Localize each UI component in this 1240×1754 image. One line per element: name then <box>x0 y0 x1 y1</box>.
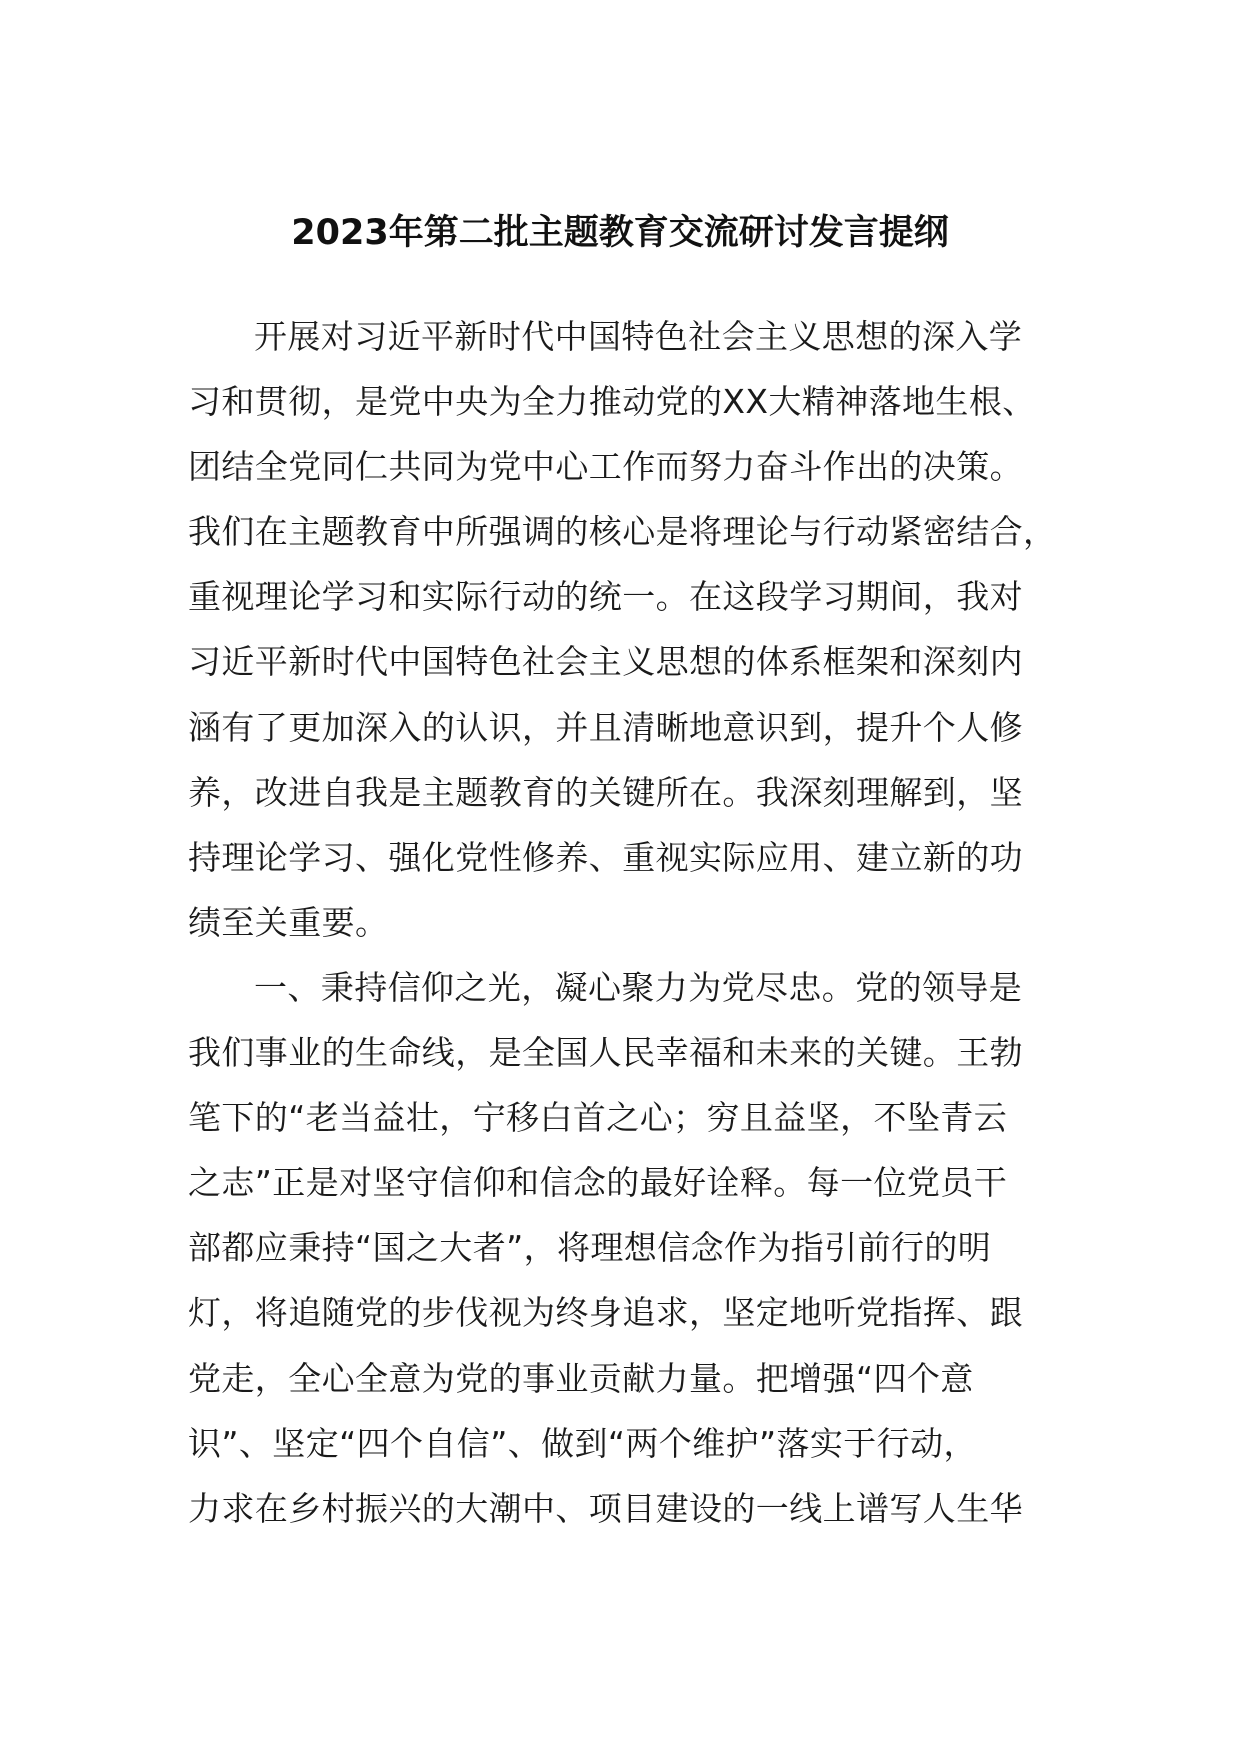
paragraph-line: 之志”正是对坚守信仰和信念的最好诠释。每一位党员干 <box>188 1163 1008 1203</box>
section-heading-line: 一、秉持信仰之光，凝心聚力为党尽忠。党的领导是 <box>254 967 1023 1007</box>
paragraph-line: 持理论学习、强化党性修养、重视实际应用、建立新的功 <box>188 837 1023 877</box>
paragraph-line: 力求在乡村振兴的大潮中、项目建设的一线上谱写人生华 <box>188 1488 1023 1528</box>
paragraph-line: 我们事业的生命线，是全国人民幸福和未来的关键。王勃 <box>188 1033 1023 1073</box>
paragraph-line: 习近平新时代中国特色社会主义思想的体系框架和深刻内 <box>188 642 1023 682</box>
paragraph-line: 习和贯彻，是党中央为全力推动党的XX大精神落地生根、 <box>188 382 1036 422</box>
paragraph-line: 绩至关重要。 <box>188 902 389 942</box>
paragraph-line: 团结全党同仁共同为党中心工作而努力奋斗作出的决策。 <box>188 447 1023 487</box>
paragraph-line: 我们在主题教育中所强调的核心是将理论与行动紧密结合， <box>188 512 1057 552</box>
document-body <box>188 304 1068 1541</box>
paragraph-line: 养，改进自我是主题教育的关键所在。我深刻理解到，坚 <box>188 772 1023 812</box>
paragraph-line: 开展对习近平新时代中国特色社会主义思想的深入学 <box>254 317 1023 356</box>
paragraph-line: 灯，将追随党的步伐视为终身追求，坚定地听党指挥、跟 <box>188 1293 1023 1333</box>
paragraph-line: 笔下的“老当益壮，宁移白首之心；穷且益坚，不坠青云 <box>188 1098 1008 1138</box>
paragraph-line: 部都应秉持“国之大者”，将理想信念作为指引前行的明 <box>188 1228 992 1268</box>
paragraph-line: 识”、坚定“四个自信”、做到“两个维护”落实于行动， <box>188 1423 977 1463</box>
paragraph-line: 重视理论学习和实际行动的统一。在这段学习期间，我对 <box>188 577 1023 617</box>
paragraph-line: 党走，全心全意为党的事业贡献力量。把增强“四个意 <box>188 1358 974 1398</box>
document-title: 2023年第二批主题教育交流研讨发言提纲 <box>291 213 949 253</box>
paragraph-line: 涵有了更加深入的认识，并且清晰地意识到，提升个人修 <box>188 707 1023 747</box>
